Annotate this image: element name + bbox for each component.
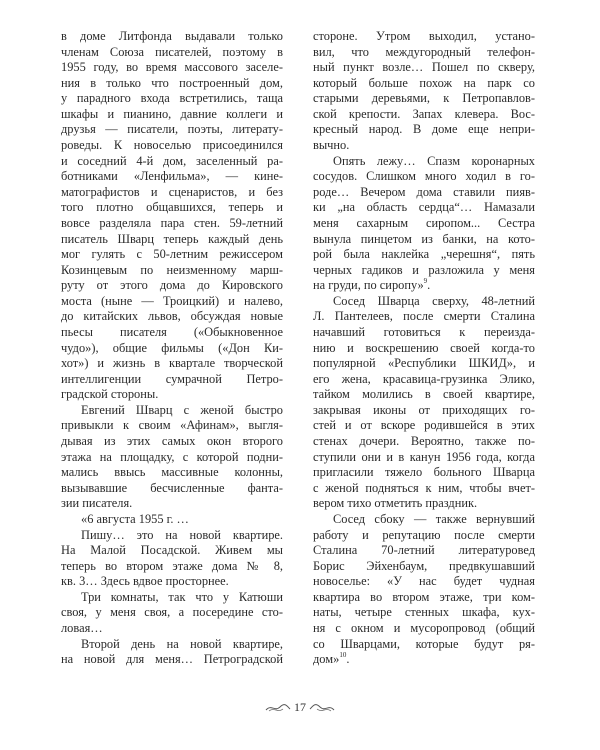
line-text: который больше похож на парк со	[313, 75, 535, 90]
line-text: меня сахарным сиропом... Сестра	[313, 215, 535, 230]
text-line	[61, 637, 283, 653]
text-line	[61, 590, 283, 606]
text-line	[313, 481, 535, 497]
line-text: чудо»), общие фильмы («Дон Ки-	[61, 340, 283, 355]
text-line	[61, 418, 283, 434]
text-line	[61, 341, 283, 357]
line-text: стей и от вскоре родившейся в этих	[313, 418, 535, 433]
text-line	[313, 232, 535, 248]
text-line	[313, 200, 535, 216]
line-text: вовсе разделяла пара стен. 59-летний	[61, 215, 283, 230]
line-text: мались ввысь массивные колонны,	[61, 465, 283, 480]
line-text: Евгений Шварц с женой быстро	[81, 402, 283, 417]
text-line	[313, 465, 535, 481]
line-text: Сосед сбоку — также вернувший	[333, 511, 535, 526]
line-text: ный пункт возле… Пошел по скверу,	[313, 60, 535, 75]
text-column-right	[313, 29, 535, 668]
text-line	[313, 590, 535, 606]
text-line	[313, 185, 535, 201]
text-line	[61, 138, 283, 154]
line-text: с женой подняться к ним, чтобы вчет-	[313, 480, 535, 495]
text-line	[313, 387, 535, 403]
text-line	[61, 512, 283, 528]
line-text: ловая…	[61, 620, 103, 635]
text-line	[61, 294, 283, 310]
text-line	[313, 496, 535, 512]
line-text: на новой для меня… Петроградской	[61, 652, 283, 667]
text-line	[61, 621, 283, 637]
text-line	[313, 278, 535, 294]
line-text: работу и репутацию после смерти	[313, 527, 535, 542]
line-text: пригласили тяжело больного Шварца	[313, 465, 535, 480]
line-text: ния в только что построенный дом,	[61, 75, 283, 90]
footnote-ref: 9	[423, 277, 428, 286]
line-text: вил, что междугородный телефон-	[313, 44, 535, 59]
ornament-right-icon	[309, 704, 335, 712]
line-text: ки „на область сердца“… Намазали	[313, 200, 535, 215]
text-line	[313, 294, 535, 310]
text-line	[61, 465, 283, 481]
text-line	[313, 107, 535, 123]
text-line	[313, 528, 535, 544]
line-text: стороне. Утром выходил, устано-	[313, 29, 535, 43]
text-line	[61, 356, 283, 372]
text-line	[313, 45, 535, 61]
line-text: вером тихо отметить праздник.	[313, 496, 478, 511]
line-text: со Шварцами, которые будут ря-	[313, 636, 535, 651]
text-line	[61, 450, 283, 466]
line-text: новоселье: «У нас будет чудная	[313, 574, 535, 589]
footnote-ref: 10	[339, 651, 347, 660]
text-line	[313, 169, 535, 185]
text-line	[313, 637, 535, 653]
line-text: хот») и жизнь в квартале творческой	[61, 356, 283, 371]
line-text: своя, у меня своя, а посередине сто-	[61, 605, 283, 620]
text-line	[313, 418, 535, 434]
text-column-left	[61, 29, 283, 668]
text-line	[61, 154, 283, 170]
text-line	[61, 216, 283, 232]
line-text: рой была наклейка „черешня“, пять	[313, 247, 535, 262]
line-text: зии писателя.	[61, 496, 133, 511]
line-text: в доме Литфонда выдавали только	[61, 29, 283, 43]
line-text: старыми деревьями, к Петропавлов-	[313, 91, 535, 106]
text-line	[61, 496, 283, 512]
line-text: шкафы и пианино, давние коллеги и	[61, 106, 283, 121]
line-text: интеллигенции сумрачной Петро-	[61, 371, 283, 386]
line-text: того плотно общавшихся, теперь и	[61, 200, 283, 215]
text-line	[313, 216, 535, 232]
text-line	[61, 200, 283, 216]
line-text: 1955 году, во время массового заселе-	[61, 60, 283, 75]
line-text: пьесы писателя («Обыкновенное	[61, 324, 283, 339]
text-line	[313, 263, 535, 279]
text-line	[61, 434, 283, 450]
text-line	[61, 309, 283, 325]
text-line	[61, 107, 283, 123]
text-line	[313, 91, 535, 107]
text-line	[61, 372, 283, 388]
text-line	[61, 91, 283, 107]
line-text: роведы. К новоселью присоединился	[61, 138, 283, 153]
text-line	[61, 652, 283, 668]
ornament-left-icon	[265, 704, 291, 712]
line-text: кресный народ. В доме еще непри-	[313, 122, 535, 137]
line-text: членам Союза писателей, поэтому в	[61, 44, 283, 59]
line-text: на груди, по сиропу»	[313, 278, 424, 293]
text-line	[61, 232, 283, 248]
line-text: Пишу… это на новой квартире.	[81, 527, 283, 542]
line-text: друзья — писатели, поэты, литерату-	[61, 122, 283, 137]
line-text: Козинцевым по неизменному марш-	[61, 262, 283, 277]
line-text: нию и воскрешению своей когда-то	[313, 340, 535, 355]
line-tail: .	[346, 652, 350, 667]
text-line	[61, 45, 283, 61]
text-line	[313, 138, 535, 154]
line-text: вызывавшие бесчисленные фанта-	[61, 480, 283, 495]
text-line	[313, 403, 535, 419]
text-line	[313, 60, 535, 76]
text-line	[61, 185, 283, 201]
text-line	[61, 403, 283, 419]
line-text: вычно.	[313, 138, 350, 153]
text-line	[313, 154, 535, 170]
text-line	[61, 528, 283, 544]
line-text: до китайских львов, обсуждая новые	[61, 309, 283, 324]
line-text: дывая из этих самых окон второго	[61, 434, 283, 449]
line-text: Второй день на новой квартире,	[81, 636, 283, 651]
text-line	[61, 605, 283, 621]
line-text: и соседний 4-й дом, заселенный ра-	[61, 153, 283, 168]
text-line	[61, 247, 283, 263]
text-line	[61, 29, 283, 45]
text-line	[313, 434, 535, 450]
text-line	[61, 543, 283, 559]
text-line	[313, 559, 535, 575]
text-line	[61, 559, 283, 575]
text-line	[313, 309, 535, 325]
line-text: Три комнаты, так что у Катюши	[81, 589, 283, 604]
text-line	[61, 76, 283, 92]
line-text: роде… Вечером дома ставили пияв-	[313, 184, 535, 199]
text-line	[61, 387, 283, 403]
text-line	[313, 325, 535, 341]
line-text: Сосед Шварца сверху, 48-летний	[333, 293, 535, 308]
text-line	[313, 605, 535, 621]
text-line	[61, 278, 283, 294]
line-text: стенах дочери. Вероятно, также по-	[313, 434, 535, 449]
text-line	[313, 76, 535, 92]
text-line	[313, 122, 535, 138]
text-line	[313, 372, 535, 388]
text-line	[61, 60, 283, 76]
line-text: дом»	[313, 652, 340, 667]
text-line	[61, 325, 283, 341]
text-line	[313, 621, 535, 637]
line-text: черных гадиков и разложила у меня	[313, 262, 535, 277]
text-line	[313, 512, 535, 528]
line-text: теперь во втором этаже дома № 8,	[61, 558, 283, 573]
line-text: ботниками «Ленфильма», — кине-	[61, 169, 283, 184]
text-line	[313, 356, 535, 372]
line-text: привыкли к своим «Афинам», выгля-	[61, 418, 283, 433]
line-text: у парадного входа встретились, таща	[61, 91, 283, 106]
line-text: закрывая иконы от приходящих го-	[313, 402, 535, 417]
line-tail: .	[427, 278, 431, 293]
text-line	[313, 341, 535, 357]
line-text: сосудов. Слишком много ходил в го-	[313, 169, 535, 184]
line-text: квартира во втором этаже, три ком-	[313, 589, 535, 604]
line-text: популярной «Республики ШКИД», и	[313, 356, 535, 371]
line-text: Л. Пантелеев, после смерти Сталина	[313, 309, 535, 324]
line-text: его жена, красавица-грузинка Элико,	[313, 371, 535, 386]
line-text: наты, четыре стенных шкафа, кух-	[313, 605, 535, 620]
line-text: тайком молились в своей квартире,	[313, 387, 535, 402]
line-text: матографистов и сценаристов, и без	[61, 184, 283, 199]
line-text: мог гулять с 50-летним режиссером	[61, 247, 283, 262]
page-number: 17	[294, 700, 306, 714]
text-line	[61, 481, 283, 497]
line-text: руту от этого дома до Кировского	[61, 278, 283, 293]
line-text: «6 августа 1955 г. …	[81, 511, 189, 526]
text-line	[313, 29, 535, 45]
line-text: начавший готовиться к переизда-	[313, 324, 535, 339]
line-text: градской стороны.	[61, 387, 159, 402]
line-text: Сталина 70-летний литературовед	[313, 543, 535, 558]
text-line	[61, 263, 283, 279]
page-footer	[0, 700, 600, 715]
line-text: вынула пинцетом из банки, на кото-	[313, 231, 535, 246]
line-text: На Малой Посадской. Живем мы	[61, 543, 283, 558]
line-text: этажа на площадку, с которой подни-	[61, 449, 283, 464]
line-text: ской крепости. Запах клевера. Вос-	[313, 106, 535, 121]
line-text: Борис Эйхенбаум, предвкушавший	[313, 558, 535, 573]
line-text: кв. 3… Здесь вдвое просторнее.	[61, 574, 229, 589]
text-line	[61, 574, 283, 590]
line-text: ступили они и в канун 1956 года, когда	[313, 449, 535, 464]
text-line	[61, 122, 283, 138]
text-line	[61, 169, 283, 185]
line-text: ня с окном и мусоропровод (общий	[313, 620, 535, 635]
text-line	[313, 574, 535, 590]
line-text: моста (ныне — Троицкий) и налево,	[61, 293, 283, 308]
text-line	[313, 450, 535, 466]
text-line	[313, 543, 535, 559]
text-line	[313, 652, 535, 668]
line-text: писатель Шварц теперь каждый день	[61, 231, 283, 246]
line-text: Опять лежу… Спазм коронарных	[333, 153, 535, 168]
text-line	[313, 247, 535, 263]
